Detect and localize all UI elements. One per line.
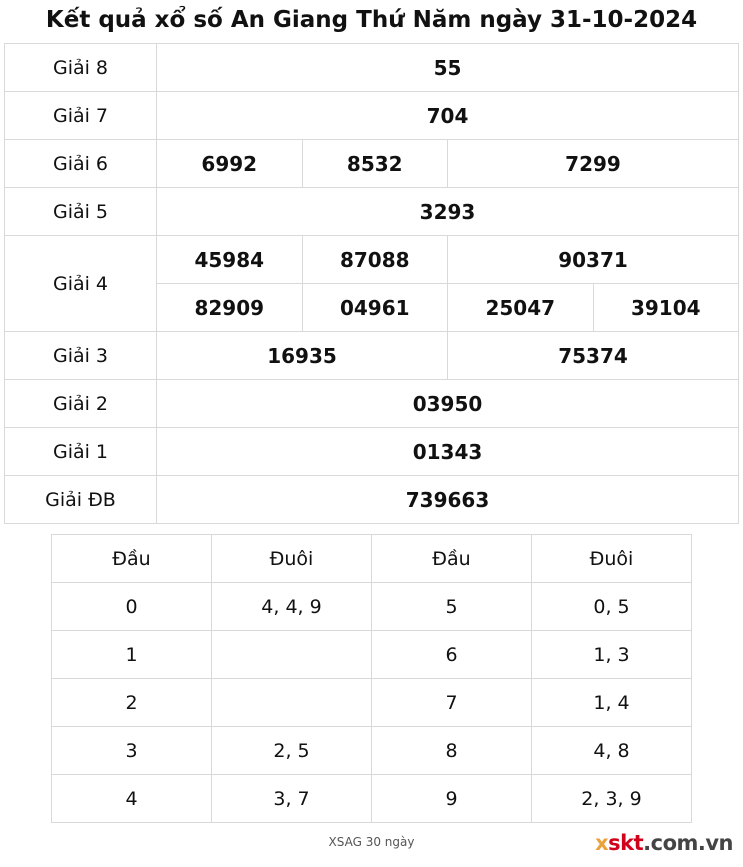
- dau-duoi-header-2: Đuôi: [212, 535, 372, 583]
- row-value-g7-1: 704: [157, 92, 739, 140]
- row-label-g7: Giải 7: [5, 92, 157, 140]
- dd-r0-c1: 4, 4, 9: [212, 583, 372, 631]
- row-value-g3-2: 75374: [448, 332, 739, 380]
- dd-r3-c2: 8: [372, 727, 532, 775]
- row-value-g4-1: 45984: [157, 236, 303, 284]
- row-value-db-1: 739663: [157, 476, 739, 524]
- dd-r1-c1: [212, 631, 372, 679]
- row-value-g4-5: 04961: [302, 284, 448, 332]
- table-row-g2: [5, 380, 739, 428]
- row-label-g3: Giải 3: [5, 332, 157, 380]
- dd-r1-c3: 1, 3: [532, 631, 692, 679]
- table-row-db: [5, 476, 739, 524]
- row-label-g4: Giải 4: [5, 236, 157, 332]
- dd-r2-c2: 7: [372, 679, 532, 727]
- row-label-g2: Giải 2: [5, 380, 157, 428]
- dd-r0-c3: 0, 5: [532, 583, 692, 631]
- dd-r3-c1: 2, 5: [212, 727, 372, 775]
- table-row-g4-a: [5, 236, 739, 284]
- table-row-g7: [5, 92, 739, 140]
- row-value-g4-3: 90371: [448, 236, 739, 284]
- table-row-g5: [5, 188, 739, 236]
- dau-duoi-header-row: [52, 535, 692, 583]
- dd-r2-c3: 1, 4: [532, 679, 692, 727]
- results-table: [4, 43, 739, 524]
- dd-r4-c1: 3, 7: [212, 775, 372, 823]
- row-value-g4-6: 25047: [448, 284, 594, 332]
- row-value-g4-4: 82909: [157, 284, 303, 332]
- row-value-g6-1: 6992: [157, 140, 303, 188]
- dd-r2-c1: [212, 679, 372, 727]
- row-label-db: Giải ĐB: [5, 476, 157, 524]
- dd-r3-c3: 4, 8: [532, 727, 692, 775]
- watermark-k: k: [620, 831, 634, 855]
- table-row-g1: [5, 428, 739, 476]
- row-value-g3-1: 16935: [157, 332, 448, 380]
- table-row: [52, 583, 692, 631]
- dd-r1-c2: 6: [372, 631, 532, 679]
- watermark-t: t: [633, 831, 644, 855]
- dd-r3-c0: 3: [52, 727, 212, 775]
- row-value-g6-3: 7299: [448, 140, 739, 188]
- dau-duoi-table: [51, 534, 692, 823]
- footer-note: XSAG 30 ngày: [328, 835, 415, 849]
- dd-r2-c0: 2: [52, 679, 212, 727]
- row-value-g1-1: 01343: [157, 428, 739, 476]
- row-label-g6: Giải 6: [5, 140, 157, 188]
- row-value-g5-1: 3293: [157, 188, 739, 236]
- row-label-g8: Giải 8: [5, 44, 157, 92]
- table-row: [52, 679, 692, 727]
- row-value-g8-1: 55: [157, 44, 739, 92]
- table-row-g3: [5, 332, 739, 380]
- watermark-domain: .com.vn: [643, 831, 733, 855]
- row-label-g1: Giải 1: [5, 428, 157, 476]
- dau-duoi-header-4: Đuôi: [532, 535, 692, 583]
- row-label-g5: Giải 5: [5, 188, 157, 236]
- dau-duoi-header-3: Đầu: [372, 535, 532, 583]
- watermark-s: s: [608, 831, 621, 855]
- table-row-g6: [5, 140, 739, 188]
- dd-r0-c0: 0: [52, 583, 212, 631]
- dd-r4-c3: 2, 3, 9: [532, 775, 692, 823]
- table-row-g8: [5, 44, 739, 92]
- dd-r4-c0: 4: [52, 775, 212, 823]
- row-value-g4-7: 39104: [593, 284, 739, 332]
- table-row: [52, 727, 692, 775]
- table-row: [52, 775, 692, 823]
- table-row: [52, 631, 692, 679]
- watermark-x: x: [595, 831, 609, 855]
- row-value-g2-1: 03950: [157, 380, 739, 428]
- dau-duoi-header-1: Đầu: [52, 535, 212, 583]
- dd-r0-c2: 5: [372, 583, 532, 631]
- dau-duoi-section: [0, 534, 743, 823]
- footer: [0, 831, 743, 859]
- dd-r1-c0: 1: [52, 631, 212, 679]
- row-value-g4-2: 87088: [302, 236, 448, 284]
- row-value-g6-2: 8532: [302, 140, 448, 188]
- dd-r4-c2: 9: [372, 775, 532, 823]
- page-title: Kết quả xổ số An Giang Thứ Năm ngày 31-10-2024: [45, 7, 698, 33]
- watermark-logo: [595, 831, 733, 855]
